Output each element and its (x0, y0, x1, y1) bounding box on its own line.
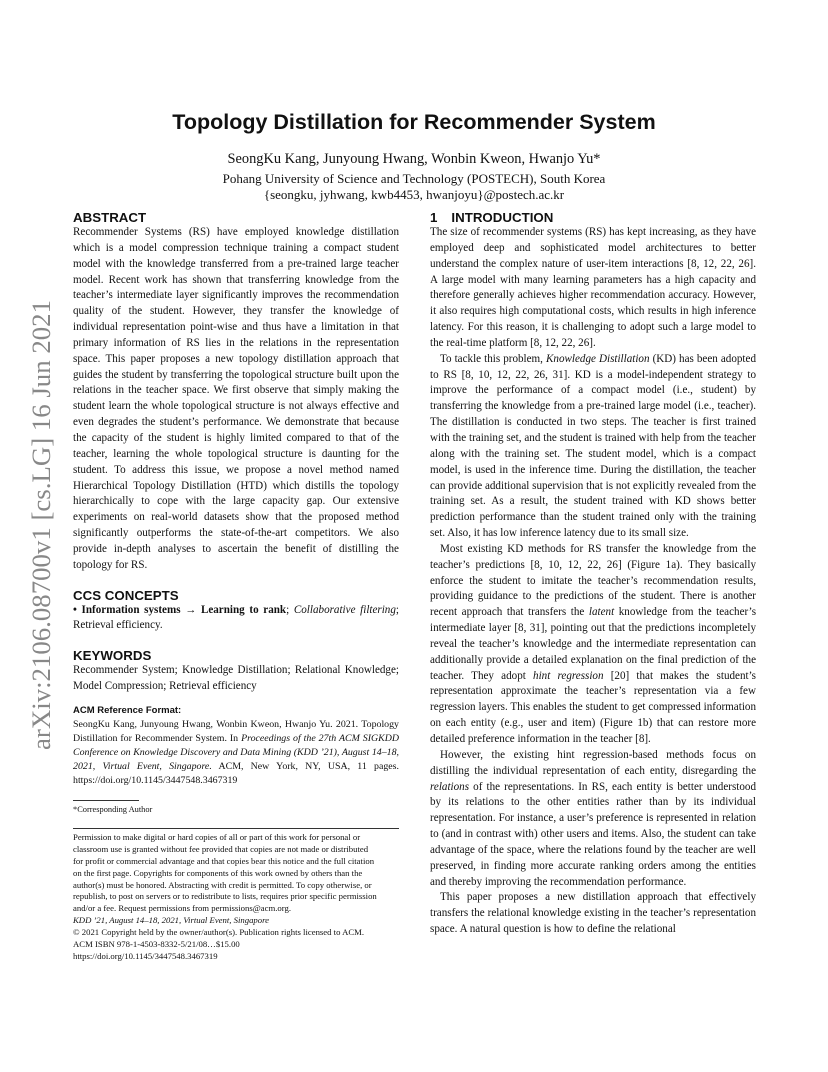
affiliation: Pohang University of Science and Technology (POSTECH), South Korea (222, 171, 606, 186)
abstract-text: Recommender Systems (RS) have employed knowledge distillation which is a model compression technique training a compact student model with the knowledge transferred from a pre-trained large teacher model. Recent work has shown that transferring knowledge from the teacher’s intermediate layer significantly improves the recommendation quality of the student. However, they transfer the knowledge of individual representation point-wise and thus have a limitation in that primary information of RS lies in the relations in the representation space. This paper proposes a new topology distillation approach that guides the student by transferring the topological structure built upon the relations in the teacher space. We first observe that simply making the student learn the whole topological structure is not always effective and even degrades the student’s performance. We demonstrate that because the capacity of the student is highly limited compared to that of the teacher, learning the whole topological structure is daunting for the student. To address this issue, we propose a novel method named Hierarchical Topology Distillation (HTD) which distills the topology hierarchically to cope with the large capacity gap. Our extensive experiments on real-world datasets show that the proposed method significantly outperforms the state-of-the-art competitors. We also provide in-depth analyses to ascertain the benefit of distilling the topology for RS. (73, 226, 399, 571)
intro-paragraph-2 (430, 352, 756, 542)
ccs-tail: ; Retrieval efficiency. (73, 603, 399, 632)
arxiv-stamp-text: arXiv:2106.08700v1 [cs.LG] 16 Jun 2021 (27, 313, 56, 750)
emphasis: Knowledge Distillation (546, 352, 650, 365)
copyright-line: © 2021 Copyright held by the owner/author(s). Publication rights licensed to ACM. (73, 927, 365, 938)
permission-line: Permission to make digital or hard copies of all or part of this work for personal or (73, 831, 361, 842)
ccs-bold: • Information systems → Learning to rank (73, 603, 287, 616)
permission-line: republish, to post on servers or to redistribute to lists, requires prior specific permission (73, 891, 377, 902)
text-run: [20] that makes the student’s representation approximate the teacher’s representation via a few regression layers. This enables the student to get compressed information on each entity (e.g., user and item) (Figure 1b) that can restore more detailed preference information in the teacher [8]. (430, 669, 756, 745)
text-run: Most existing KD methods for RS transfer the knowledge from the teacher’s predictions [8, 10, 12, 22, 26] (Figure 1a). They basically enforce the student to imitate the teacher’s recommendation results, providing guidance to the predictions of the student. There is another recent approach that transfers the (430, 542, 756, 619)
intro-paragraph-1: The size of recommender systems (RS) has kept increasing, as they have employed deep and sophisticated model architectures to better understand the complex nature of user-item interactions [8, 12, 22, 26]. A large model with many learning parameters has a high capacity and therefore generally achieves higher recommendation accuracy. However, it also requires high computational costs, which results in high inference latency. For this reason, it is challenging to adopt such a large model to the real-time platform [8, 12, 22, 26]. (430, 226, 756, 349)
acm-ref-post: ACM, New York, NY, USA, 11 pages. https://doi.org/10.1145/3447548.3467319 (73, 760, 399, 786)
acm-ref-venue: Proceedings of the 27th ACM SIGKDD Conference on Knowledge Discovery and Data Mining (KDD ’21), August 14–18, 2021, Virtual Event, Singapore. (73, 732, 400, 772)
conference-line (73, 915, 399, 927)
right-column (430, 210, 756, 938)
text-run: of the representations. In RS, each entity is better understood by its relations to the other entities rather than by its individual representation. For instance, a user’s preference is represented in relation to (and in contrast with) other users and items. Also, the student can take advantage of the space, where the relations found by the teacher are well preserved, in finding more accurate ranking orders among the entities and thereby improving the recommendation performance. (430, 780, 756, 888)
author-emails: {seongku, jyhwang, kwb4453, hwanjoyu}@postech.ac.kr (263, 187, 565, 202)
emphasis: latent (588, 606, 615, 619)
footnote: *Corresponding Author (73, 804, 153, 814)
text-run: (KD) has been adopted to RS [8, 10, 12, 22, 26, 31]. KD is a model-independent strategy to improve the performance of a compact model (i.e., student) by transferring the knowledge from a pre-trained large model (i.e., teacher). The distillation is conducted in two steps. The teacher is first trained with the training set, and the student is trained with help from the teacher along with the training set. The student model, which is a compact model, is used in the inference time. During the distillation, the teacher can provide additional supervision that is not explicitly revealed from the training set. As a result, the student trained with KD shows better prediction performance than the student trained only with the training set. Also, it has low inference latency due to its small size. (430, 352, 756, 540)
permission-rule (73, 828, 399, 829)
permission-line: classroom use is granted without fee provided that copies are not made or distributed (73, 843, 369, 854)
acm-ref-text (73, 718, 399, 788)
isbn-line: ACM ISBN 978-1-4503-8332-5/21/08…$15.00 (73, 939, 240, 950)
ccs-concepts (73, 603, 399, 635)
acm-ref-pre: SeongKu Kang, Junyoung Hwang, Wonbin Kweon, Hwanjo Yu. 2021. Topology Distillation for Recommender System. In (73, 718, 399, 744)
ccs-separator: ; (286, 603, 294, 616)
intro-paragraph-5: This paper proposes a new distillation approach that effectively transfers the relational knowledge existing in the teacher’s representation space. A natural question is how to define the relational (430, 891, 756, 936)
doi-link[interactable]: https://doi.org/10.1145/3447548.3467319 (73, 951, 218, 961)
acm-ref-heading: ACM Reference Format: (73, 704, 182, 716)
left-column (73, 210, 399, 963)
permission-line: on the first page. Copyrights for components of this work owned by others than the (73, 867, 363, 878)
ccs-italic: Collaborative filtering (293, 603, 396, 616)
paper-title: Topology Distillation for Recommender System (172, 110, 656, 134)
section-number: 1 (430, 210, 438, 225)
permission-line: for profit or commercial advantage and that copies bear this notice and the full citation (73, 855, 375, 866)
keywords-heading: KEYWORDS (73, 648, 152, 664)
permission-line: author(s) must be honored. Abstracting with credit is permitted. To copy otherwise, or (73, 879, 372, 890)
arxiv-stamp (14, 294, 64, 754)
conference-text: KDD ’21, August 14–18, 2021, Virtual Event, Singapore (73, 915, 270, 926)
section-title: INTRODUCTION (451, 210, 554, 225)
intro-paragraph-3 (430, 542, 756, 748)
intro-heading (430, 210, 756, 225)
text-run: However, the existing hint regression-based methods focus on distilling the individual representation of each entity, disregarding the (430, 748, 756, 777)
text-run: knowledge from the teacher’s intermediate layer [8, 31], pointing out that the predictions incompletely reveal the teacher’s knowledge and the intermediate representation can additionally provide a detailed explanation on the final prediction of the teacher. They adopt (430, 606, 757, 682)
text-run: To tackle this problem, (440, 352, 547, 365)
permission-line: and/or a fee. Request permissions from permissions@acm.org. (73, 903, 291, 914)
emphasis: relations (430, 780, 470, 793)
ccs-heading: CCS CONCEPTS (73, 587, 179, 603)
abstract-heading: ABSTRACT (73, 210, 147, 225)
keywords-text: Recommender System; Knowledge Distillation; Relational Knowledge; Model Compression; Retrieval efficiency (73, 664, 399, 693)
permission-block (73, 832, 399, 963)
author-list: SeongKu Kang, Junyoung Hwang, Wonbin Kweon, Hwanjo Yu* (227, 151, 601, 167)
emphasis: hint regression (533, 669, 604, 682)
intro-paragraph-4 (430, 748, 756, 891)
footnote-rule (73, 800, 139, 801)
